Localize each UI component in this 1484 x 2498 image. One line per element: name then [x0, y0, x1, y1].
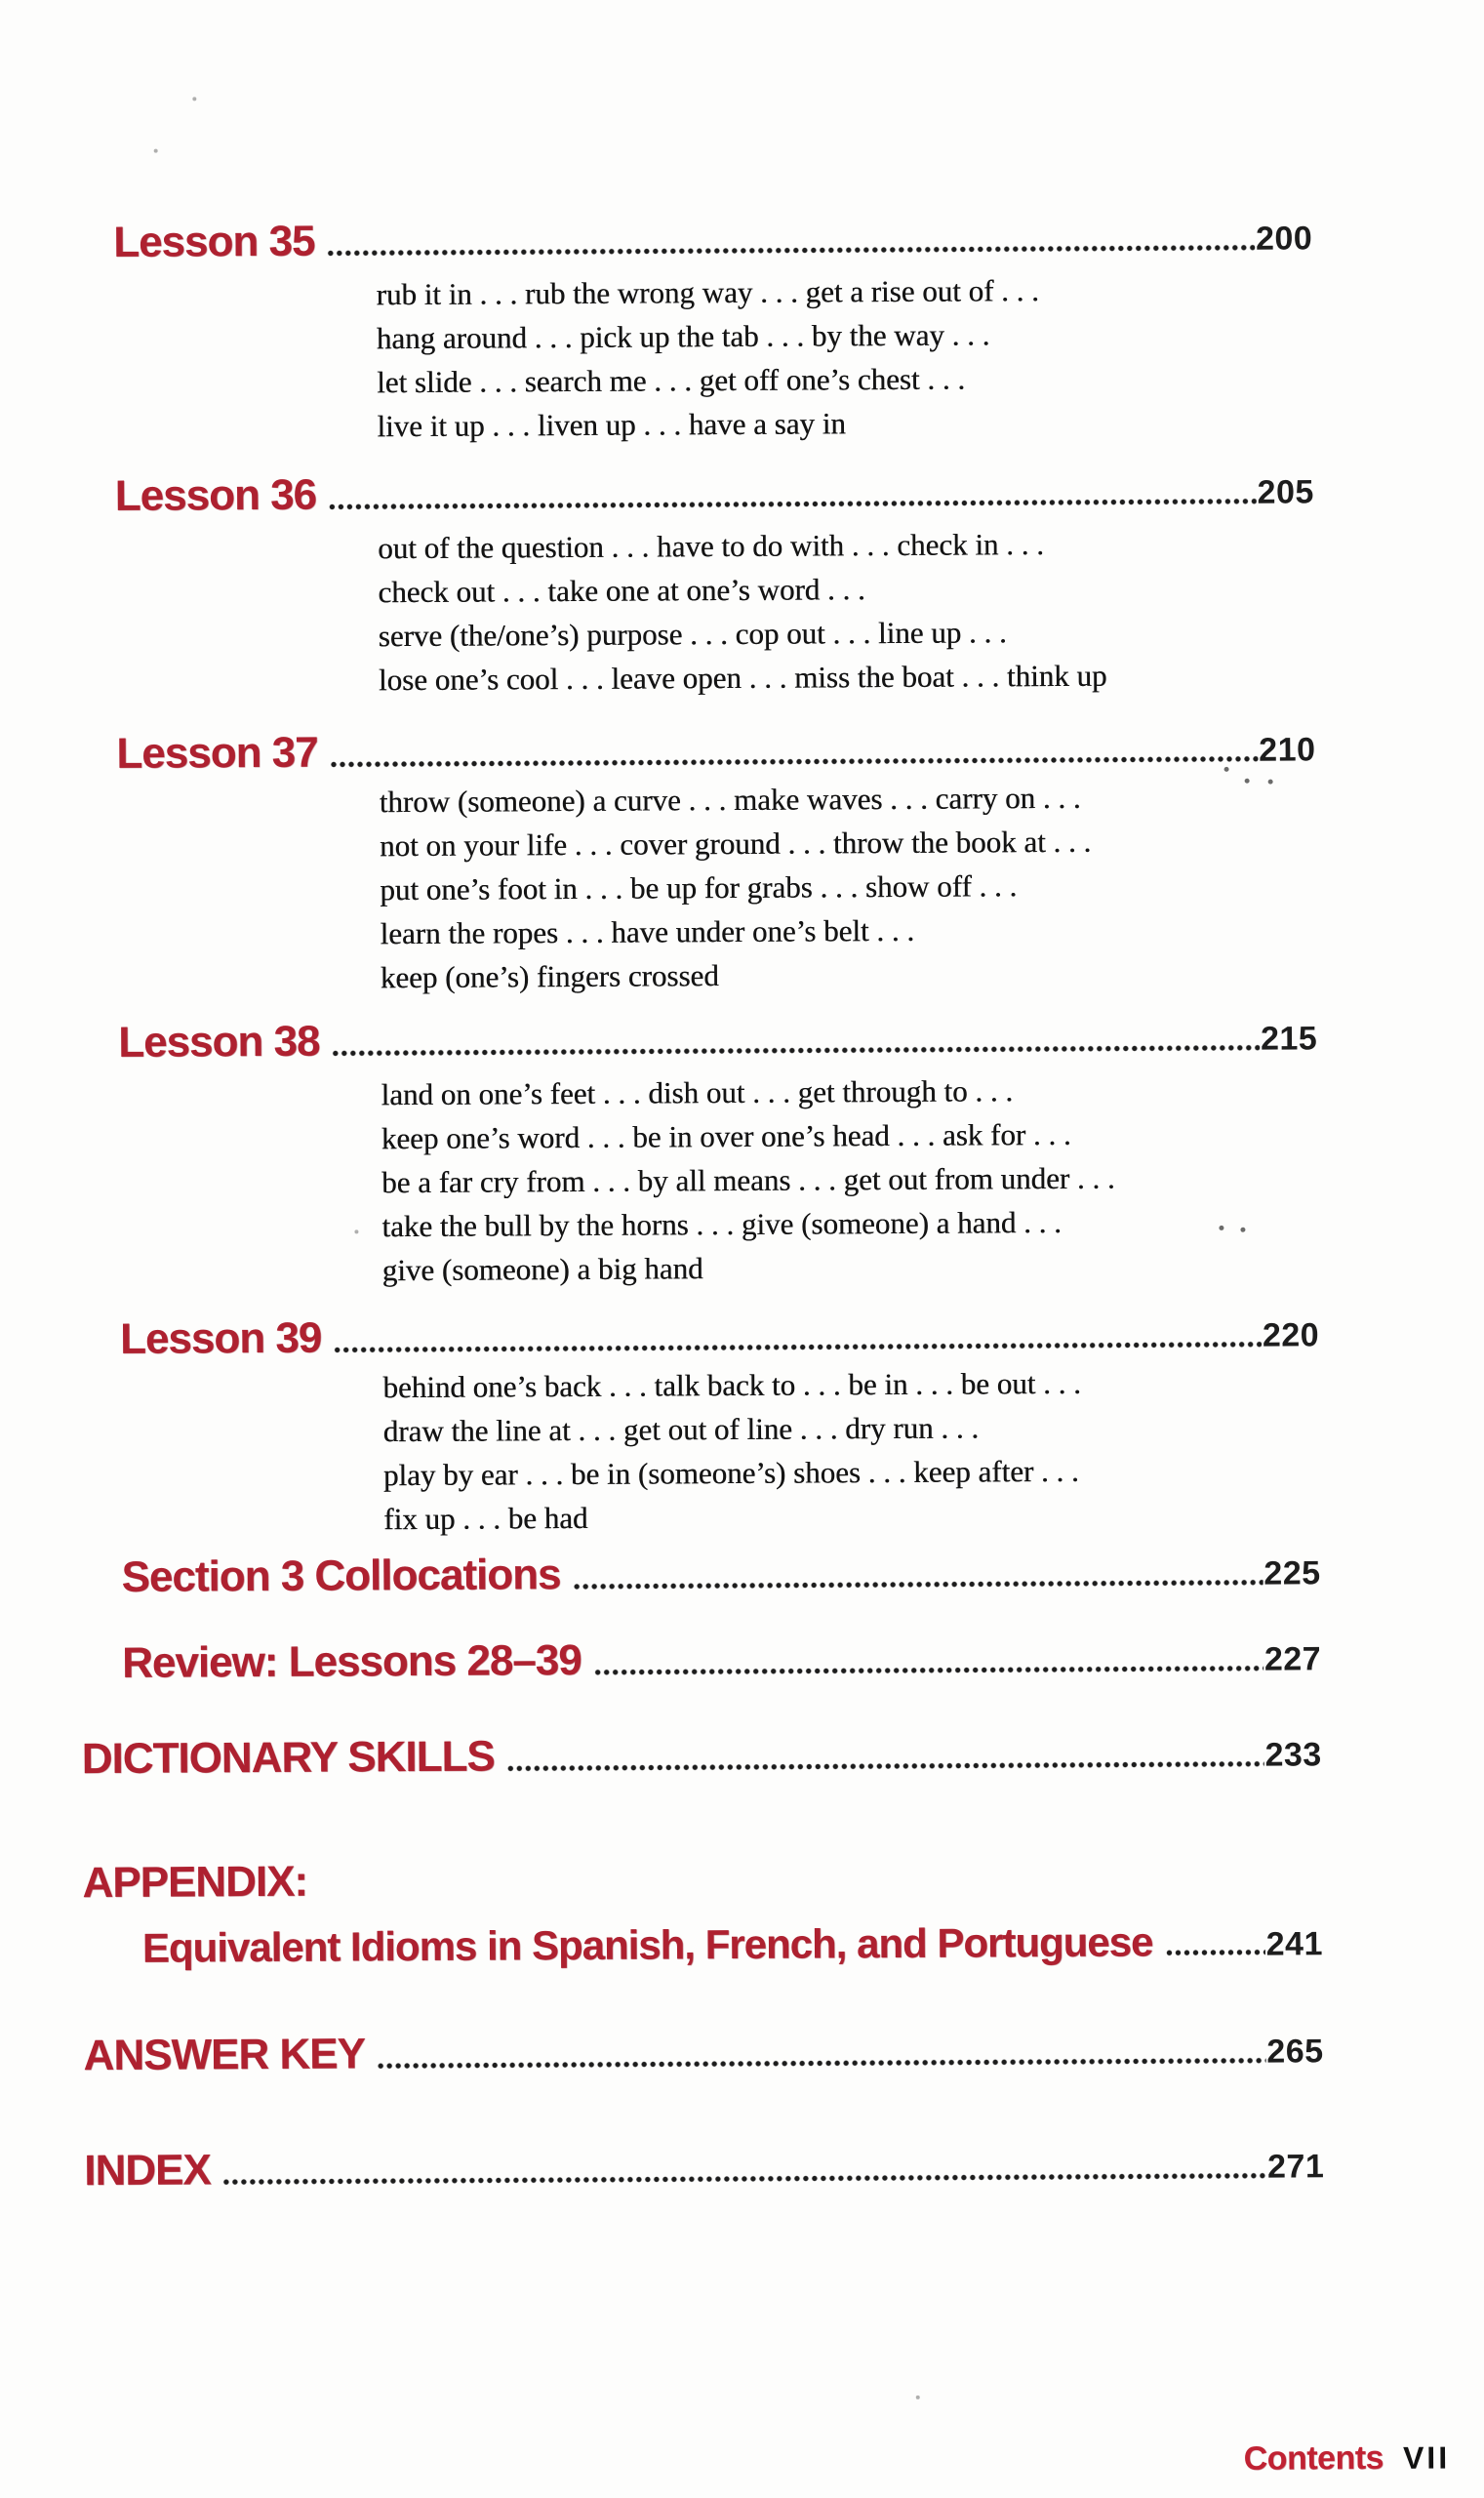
scan-speck	[1219, 1226, 1223, 1230]
idiom-line: give (someone) a big hand	[381, 1251, 703, 1288]
toc-entry-index	[84, 2142, 1325, 2196]
page-number: 205	[1257, 473, 1314, 511]
idiom-line: keep (one’s) fingers crossed	[380, 958, 719, 995]
toc-entry-lesson-39	[120, 1310, 1319, 1361]
page-number: 215	[1260, 1020, 1318, 1058]
idiom-line: be a far cry from . . . by all means . . . get out from under . . .	[381, 1160, 1115, 1200]
scan-speck	[154, 149, 158, 153]
page-number: 233	[1264, 1736, 1322, 1774]
dotted-leader	[328, 497, 1257, 512]
scan-speck	[1240, 1228, 1245, 1232]
footer-page-number: VII	[1402, 2439, 1451, 2476]
page-number: 200	[1255, 220, 1313, 258]
scan-speck	[1224, 767, 1229, 772]
idiom-line: fix up . . . be had	[383, 1500, 588, 1537]
lesson-37-idioms	[380, 776, 1093, 999]
idiom-line: check out . . . take one at one’s word . . .	[378, 572, 865, 610]
idiom-line: keep one’s word . . . be in over one’s head . . . ask for . . .	[381, 1116, 1071, 1156]
lesson-title: Lesson 37	[116, 728, 318, 778]
scan-speck	[1245, 779, 1250, 784]
section-heading: DICTIONARY SKILLS	[81, 1732, 495, 1784]
toc-entry-equivalent-idioms	[141, 1918, 1324, 1971]
dotted-leader	[222, 2171, 1266, 2188]
dotted-leader	[377, 2056, 1266, 2072]
idiom-line: let slide . . . search me . . . get off one’s chest . . .	[377, 361, 966, 400]
toc-entry-dictionary-skills	[81, 1730, 1322, 1784]
toc-entry-lesson-37	[116, 725, 1315, 776]
idiom-line: put one’s foot in . . . be up for grabs . . . show off . . .	[380, 868, 1018, 907]
lesson-36-idioms	[378, 522, 1107, 703]
lesson-35-idioms	[376, 268, 1039, 448]
scan-speck	[192, 97, 196, 101]
idiom-line: hang around . . . pick up the tab . . . by the way . . .	[376, 317, 990, 356]
lesson-39-idioms	[382, 1361, 1082, 1541]
page-number: 271	[1266, 2148, 1325, 2186]
lesson-38-idioms	[381, 1068, 1115, 1293]
dotted-leader	[333, 1340, 1262, 1355]
dotted-leader	[1164, 1948, 1264, 1958]
page-number: 210	[1259, 731, 1316, 769]
idiom-line: live it up . . . liven up . . . have a say in	[377, 406, 846, 444]
dotted-leader	[506, 1759, 1264, 1774]
page-number: 225	[1263, 1554, 1321, 1592]
section-heading: Section 3 Collocations	[121, 1551, 561, 1601]
lesson-title: Lesson 39	[119, 1313, 322, 1363]
section-heading: ANSWER KEY	[83, 2030, 365, 2080]
page-number: 265	[1266, 2033, 1324, 2071]
idiom-line: behind one’s back . . . talk back to . . . be in . . . be out . . .	[382, 1365, 1081, 1405]
idiom-line: out of the question . . . have to do with . . . check in . . .	[378, 527, 1045, 566]
toc-entry-section-3-collocations	[121, 1549, 1320, 1599]
idiom-line: take the bull by the horns . . . give (someone) a hand . . .	[381, 1204, 1062, 1244]
idiom-line: lose one’s cool . . . leave open . . . miss the boat . . . think up	[378, 658, 1107, 698]
toc-entry-review-lessons	[122, 1634, 1321, 1685]
dotted-leader	[330, 754, 1259, 770]
idiom-line: land on one’s feet . . . dish out . . . get through to . . .	[381, 1073, 1014, 1112]
toc-entry-lesson-35	[113, 214, 1312, 264]
leader-spacer	[319, 1882, 1321, 1898]
dotted-leader	[573, 1578, 1263, 1591]
idiom-line: serve (the/one’s) purpose . . . cop out . . . line up . . .	[378, 615, 1007, 654]
toc-entry-answer-key	[83, 2027, 1324, 2080]
scan-speck	[916, 2396, 920, 2399]
toc-entry-lesson-38	[118, 1014, 1317, 1065]
toc-entry-lesson-36	[115, 467, 1314, 518]
section-heading: APPENDIX:	[82, 1857, 308, 1908]
toc-entry-appendix-label	[82, 1854, 1322, 1908]
idiom-line: learn the ropes . . . have under one’s belt . . .	[380, 912, 915, 951]
scan-speck	[1268, 780, 1273, 785]
dotted-leader	[593, 1664, 1263, 1677]
dotted-leader	[327, 243, 1256, 259]
lesson-title: Lesson 35	[113, 217, 315, 266]
page-number: 227	[1263, 1640, 1322, 1678]
page-number: 220	[1262, 1316, 1320, 1354]
section-heading: Review: Lessons 28–39	[121, 1635, 582, 1687]
idiom-line: not on your life . . . cover ground . . . throw the book at . . .	[379, 824, 1092, 864]
dotted-leader	[332, 1043, 1261, 1059]
section-heading: INDEX	[84, 2146, 211, 2196]
footer-label: Contents	[1243, 2438, 1384, 2478]
scan-speck	[354, 1229, 358, 1233]
page-number: 241	[1265, 1925, 1324, 1963]
section-heading: Equivalent Idioms in Spanish, French, and Portuguese	[141, 1918, 1153, 1971]
idiom-line: throw (someone) a curve . . . make waves . . . carry on . . .	[379, 780, 1081, 820]
idiom-line: rub it in . . . rub the wrong way . . . get a rise out of . . .	[376, 273, 1039, 312]
lesson-title: Lesson 36	[114, 470, 317, 520]
page-footer	[1243, 2438, 1451, 2478]
lesson-title: Lesson 38	[118, 1017, 320, 1067]
idiom-line: draw the line at . . . get out of line . . . dry run . . .	[382, 1410, 980, 1449]
idiom-line: play by ear . . . be in (someone’s) shoes . . . keep after . . .	[382, 1453, 1079, 1493]
